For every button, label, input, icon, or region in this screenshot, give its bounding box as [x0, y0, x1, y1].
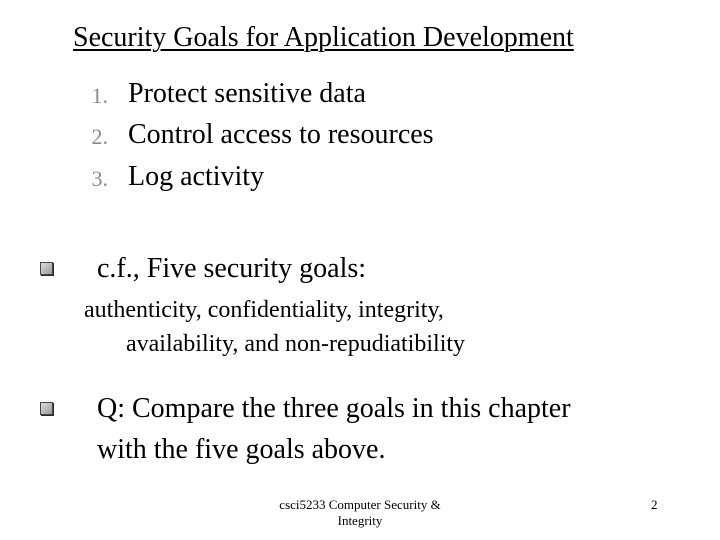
page-number: 2	[651, 497, 658, 512]
list-number-2: 2.	[91, 124, 108, 149]
square-bullet-icon	[40, 402, 53, 415]
five-goals-line-2: availability, and non-repudiatibility	[126, 331, 466, 357]
five-goals-heading: c.f., Five security goals:	[97, 253, 367, 284]
list-item-3: Log activity	[128, 161, 265, 192]
question-line-1: Q: Compare the three goals in this chapter	[97, 393, 571, 424]
list-number-1: 1.	[91, 83, 108, 108]
square-bullet-icon	[40, 262, 53, 275]
list-item-1: Protect sensitive data	[128, 78, 366, 109]
five-goals-line-1: authenticity, confidentiality, integrity,	[84, 297, 444, 323]
list-number-3: 3.	[91, 166, 108, 191]
question-line-2: with the five goals above.	[97, 434, 386, 465]
footer-text: csci5233 Computer Security & Integrity	[279, 497, 441, 528]
list-item-2: Control access to resources	[128, 119, 434, 150]
slide-title: Security Goals for Application Development	[73, 22, 574, 53]
